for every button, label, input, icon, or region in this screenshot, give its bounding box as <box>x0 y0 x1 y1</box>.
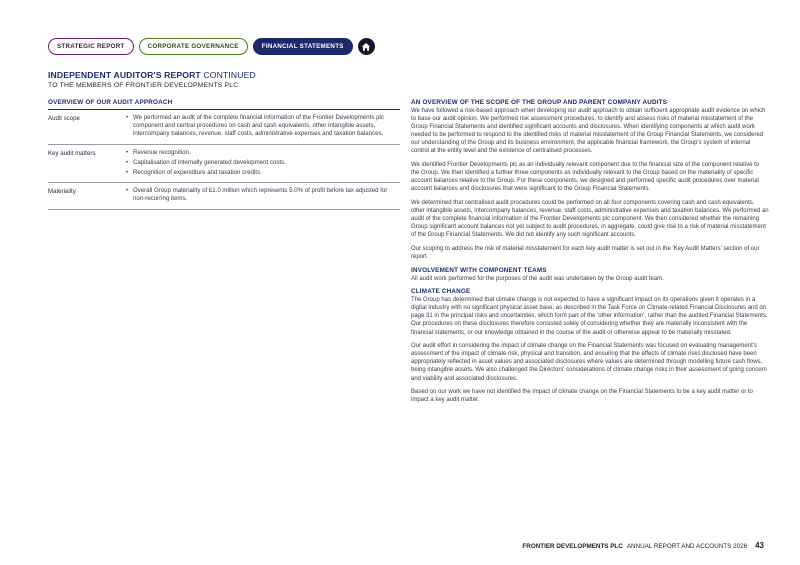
scope-heading: AN OVERVIEW OF THE SCOPE OF THE GROUP AND PARENT COMPANY AUDITS <box>411 99 668 106</box>
tab-strategic-report[interactable]: STRATEGIC REPORT <box>48 38 134 55</box>
tab-corporate-governance[interactable]: CORPORATE GOVERNANCE <box>139 38 248 55</box>
page-footer <box>522 541 764 550</box>
audit-approach-heading: OVERVIEW OF OUR AUDIT APPROACH <box>48 99 400 110</box>
page-subtitle: TO THE MEMBERS OF FRONTIER DEVELOPMENTS PLC <box>48 82 239 89</box>
approach-bullet-item: • Capitalisation of internally generated development costs. <box>126 158 286 166</box>
tab-financial-statements[interactable]: FINANCIAL STATEMENTS <box>253 38 353 55</box>
approach-bullet-item: • We performed an audit of the complete financial information of the Frontier Developments plc component and central procedures on cash and cash equivalents, other intangible assets, intercompany balances, revenue, staff costs, administrative expenses and taxation balances. <box>126 114 384 138</box>
scope-paragraph-1: We have followed a risk-based approach when developing our audit approach to obtain sufficient appropriate audit evidence on which to base our audit opinion. We performed risk assessment procedures, to identify and assess risks of material misstatement of the Group Financial Statements and identified significant accounts and disclosures. When identifying components at which audit work needed to be performed to respond to the identified risks of material misstatement of the Group Financial Statements, we considered our understanding of the Group and its business environment, the applicable financial framework, the Group's system of internal control at the entity level and the existence of centralised processes. <box>411 108 766 155</box>
approach-row-audit-scope <box>48 110 400 145</box>
scope-section <box>411 99 769 410</box>
component-teams-heading: INVOLVEMENT WITH COMPONENT TEAMS <box>411 266 547 274</box>
approach-row-label: Key audit matters <box>48 149 96 157</box>
page-title <box>48 70 256 80</box>
climate-paragraph-1: The Group has determined that climate change is not expected to have a significant impact on its operations given it operates in a digital industry with no significant physical asset base, as described in the Task Force on Climate-related Financial Disclosures and on page 31 in the principal risks and uncertainties, which form part of the 'other information', rather than the audited Financial Statements. Our procedures on these disclosures therefore consisted solely of considering whether they are materially inconsistent with the financial statements, or our knowledge obtained in the course of the audit or otherwise appear to be materially misstated. <box>411 297 768 336</box>
component-teams-paragraph: All audit work performed for the purposes of the audit was undertaken by the Group audit team. <box>411 275 664 282</box>
approach-bullet-item: • Recognition of expenditure and taxation credits. <box>126 169 262 177</box>
page-number: 43 <box>755 541 764 550</box>
climate-paragraph-3: Based on our work we have not identified the impact of climate change on the Financial Statements to be a key audit matter or to impact a key audit matter. <box>411 389 753 404</box>
climate-paragraph-2: Our audit effort in considering the impact of climate change on the Financial Statements was focused on evaluating management's assessment of the impact of climate risk, physical and transition, and ensuring that the effects of climate risks disclosed have been appropriately reflected in asset values and associated disclosures where values are determined through modelling future cash flows, being intangible assets. We also challenged the Directors' considerations of climate change risks in their assessment of going concern and viability and associated disclosures. <box>411 343 767 382</box>
scope-paragraph-3: We determined that centralised audit procedures could be performed on all four components covering cash and cash equivalents, other intangible assets, intercompany balances, revenue, staff costs, administrative expenses and taxation balances. We performed an audit of the complete financial information of the Frontier Developments plc component. We then considered whether the remaining Group significant account balances not yet subject to audit procedures, in aggregate, could give rise to a risk of material misstatement of the Group Financial Statements. We did not identify any such significant accounts. <box>411 199 769 239</box>
page-title-main: INDEPENDENT AUDITOR'S REPORT <box>48 70 201 80</box>
approach-bullet-item: • Revenue recognition. <box>126 148 191 156</box>
footer-report-title: ANNUAL REPORT AND ACCOUNTS 2026 <box>626 543 748 550</box>
footer-company: FRONTIER DEVELOPMENTS PLC <box>522 543 623 550</box>
approach-row-label: Audit scope <box>48 115 80 122</box>
audit-approach-section <box>48 99 400 210</box>
climate-change-heading: CLIMATE CHANGE <box>411 288 471 296</box>
approach-row-label: Materiality <box>48 188 76 196</box>
scope-paragraph-4: Our scoping to address the risk of material misstatement for each key audit matter is set out in the 'Key Audit Matters' section of our report. <box>411 245 760 260</box>
approach-bullet-item: • Overall Group materiality of £1.0 million which represents 5.0% of profit before tax adjusted for non-recurring items. <box>126 187 388 203</box>
page-title-suffix: CONTINUED <box>203 70 256 80</box>
approach-row-key-audit-matters <box>48 145 400 184</box>
approach-row-materiality <box>48 183 400 209</box>
scope-paragraph-2: We identified Frontier Developments plc as an individually relevant component due to the financial size of the component relative to the Group. We then identified a further three components as individually relevant to the Group based on the materiality of specific account balances relative to the Group. For these components, we designed and performed specific audit procedures over material account balances and disclosures that were significant to the Group Financial Statements. <box>411 162 760 193</box>
home-icon <box>361 42 371 52</box>
section-nav <box>48 38 375 55</box>
home-button[interactable] <box>358 38 375 55</box>
